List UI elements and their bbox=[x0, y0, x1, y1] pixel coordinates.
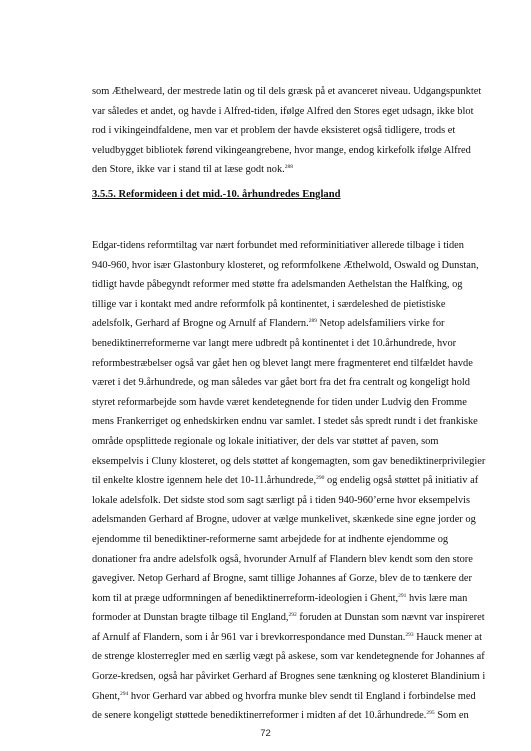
text-line: som Æthelweard, der mestrede latin og til dels græsk på et avanceret niveau. Udgangspunktet bbox=[92, 86, 482, 97]
footnote-ref[interactable]: 293 bbox=[405, 631, 414, 638]
footnote-ref[interactable]: 288 bbox=[284, 164, 294, 171]
footnote-ref[interactable]: 294 bbox=[120, 690, 129, 697]
text-line: rod i vikingeindfaldene, men var et problem der havde eksisteret også tidligere, trods et bbox=[92, 125, 456, 137]
text-line: de senere kongeligt støttede benediktinerreformer i midten af det 10.århundrede.$^{295}$ Som en bbox=[92, 710, 469, 722]
text-line: reformbestræbelser også var gået hen og blevet langt mere fragmenteret end tilfældet havde bbox=[92, 357, 473, 369]
text-line: været i det 9.århundrede, og man således var gået bort fra det fra centralt og kongeligt hold bbox=[92, 377, 470, 389]
text-line: donationer fra andre adelsfolk også, hvorunder Arnulf af Flandern blev kendt som den store bbox=[92, 553, 473, 565]
text-line: ejendomme til benediktiner-reformerne samt arbejdede for at indhente ejendomme og bbox=[92, 533, 449, 545]
text-line: område opsplittede regionale og lokale initiativer, der dels var støttet af paven, som bbox=[92, 435, 439, 447]
text-line: Ghent,$^{294}$ hvor Gerhard var abbed og hvorfra munke blev sendt til England i forbindelse med bbox=[92, 690, 476, 702]
text-line: formoder at Dunstan bragte tilbage til England,$^{292}$ foruden at Dunstan som nævnt var inspireret bbox=[92, 612, 485, 624]
paragraph-intro bbox=[92, 82, 482, 180]
footnote-ref[interactable]: 289 bbox=[308, 318, 317, 325]
footnote-ref[interactable]: 290 bbox=[316, 475, 325, 482]
section-heading: 3.5.5. Reformideen i det mid.-10. århundredes England bbox=[92, 189, 341, 200]
text-line: mens Frankerriget og enhedskirken endnu var samlet. I stedet sås spredt rundt i det frankiske bbox=[92, 416, 478, 428]
text-line: benediktinerreformerne var langt mere udbredt på kontinentet i det 10.århundrede, hvor bbox=[92, 337, 457, 349]
text-line: Gorze-kredsen, også har påvirket Gerhard af Brognes sene tænkning og klosteret Blandinium i bbox=[92, 671, 486, 683]
text-line: de strenge klosterregler med en særlig vægt på askese, som var kendetegnende for Johannes af bbox=[92, 651, 485, 663]
footnote-ref[interactable]: 291 bbox=[398, 592, 407, 599]
text-line: tillige var i kontakt med andre reformfolk på kontinentet, i særdeleshed de pietistiske bbox=[92, 298, 446, 310]
text-line: veludbygget bibliotek førend vikingeangrebene, hvor mange, endog kirkefolk ifølge Alfred bbox=[92, 144, 471, 156]
text-line: lokale adelsfolk. Det sidste stod som sagt særligt på i tiden 940-960’erne hvor eksempelvis bbox=[92, 494, 471, 506]
text-line: 940-960, hvor især Glastonbury klosteret, og reformfolkene Æthelwold, Oswald og Dunstan, bbox=[92, 259, 479, 271]
text-line: var således et andet, og havde i Alfred-tiden, ifølge Alfred den Stores eget udsagn, ikke blot bbox=[92, 105, 474, 117]
footnote-ref[interactable]: 295 bbox=[426, 710, 435, 717]
text-line: adelsmanden Gerhard af Brogne, udover at vælge munkelivet, skænkede sine egne jorder og bbox=[92, 514, 476, 526]
page-number: 72 bbox=[260, 728, 271, 739]
paragraph-main bbox=[92, 236, 486, 726]
text-line: den Store, ikke var i stand til at læse godt nok.$^{288}$ bbox=[92, 164, 294, 176]
text-line: tidligt havde påbegyndt reformer med støtte fra adelsmanden Aethelstan the Halfking, og bbox=[92, 279, 463, 291]
text-line: gavegiver. Netop Gerhard af Brogne, samt tillige Johannes af Gorze, blev de to tænkere der bbox=[92, 573, 472, 585]
text-line: eksempelvis i Cluny klosteret, og dels støttet af kongemagten, som gav benediktinerprivilegier bbox=[92, 455, 486, 467]
text-line: Edgar-tidens reformtiltag var nært forbundet med reforminitiativer allerede tilbage i tiden bbox=[92, 240, 464, 251]
text-line: adelsfolk, Gerhard af Brogne og Arnulf af Flandern.$^{289}$ Netop adelsfamiliers virke for bbox=[92, 318, 445, 330]
footnote-ref[interactable]: 292 bbox=[288, 612, 297, 619]
text-line: til enkelte klostre igennem hele det 10-11.århundrede,$^{290}$ og endelig også støttet på initiativ af bbox=[92, 475, 479, 487]
text-line: kom til at præge udformningen af benediktinerreform-ideologien i Ghent,$^{291}$ hvis lære man bbox=[92, 592, 468, 604]
text-line: af Arnulf af Flandern, som i år 961 var i brevkorrespondance med Dunstan.$^{293}$ Hauck mener at bbox=[92, 631, 482, 643]
text-line: styret reformarbejde som havde været kendetegnende for tiden under Ludvig den Fromme bbox=[92, 396, 467, 408]
